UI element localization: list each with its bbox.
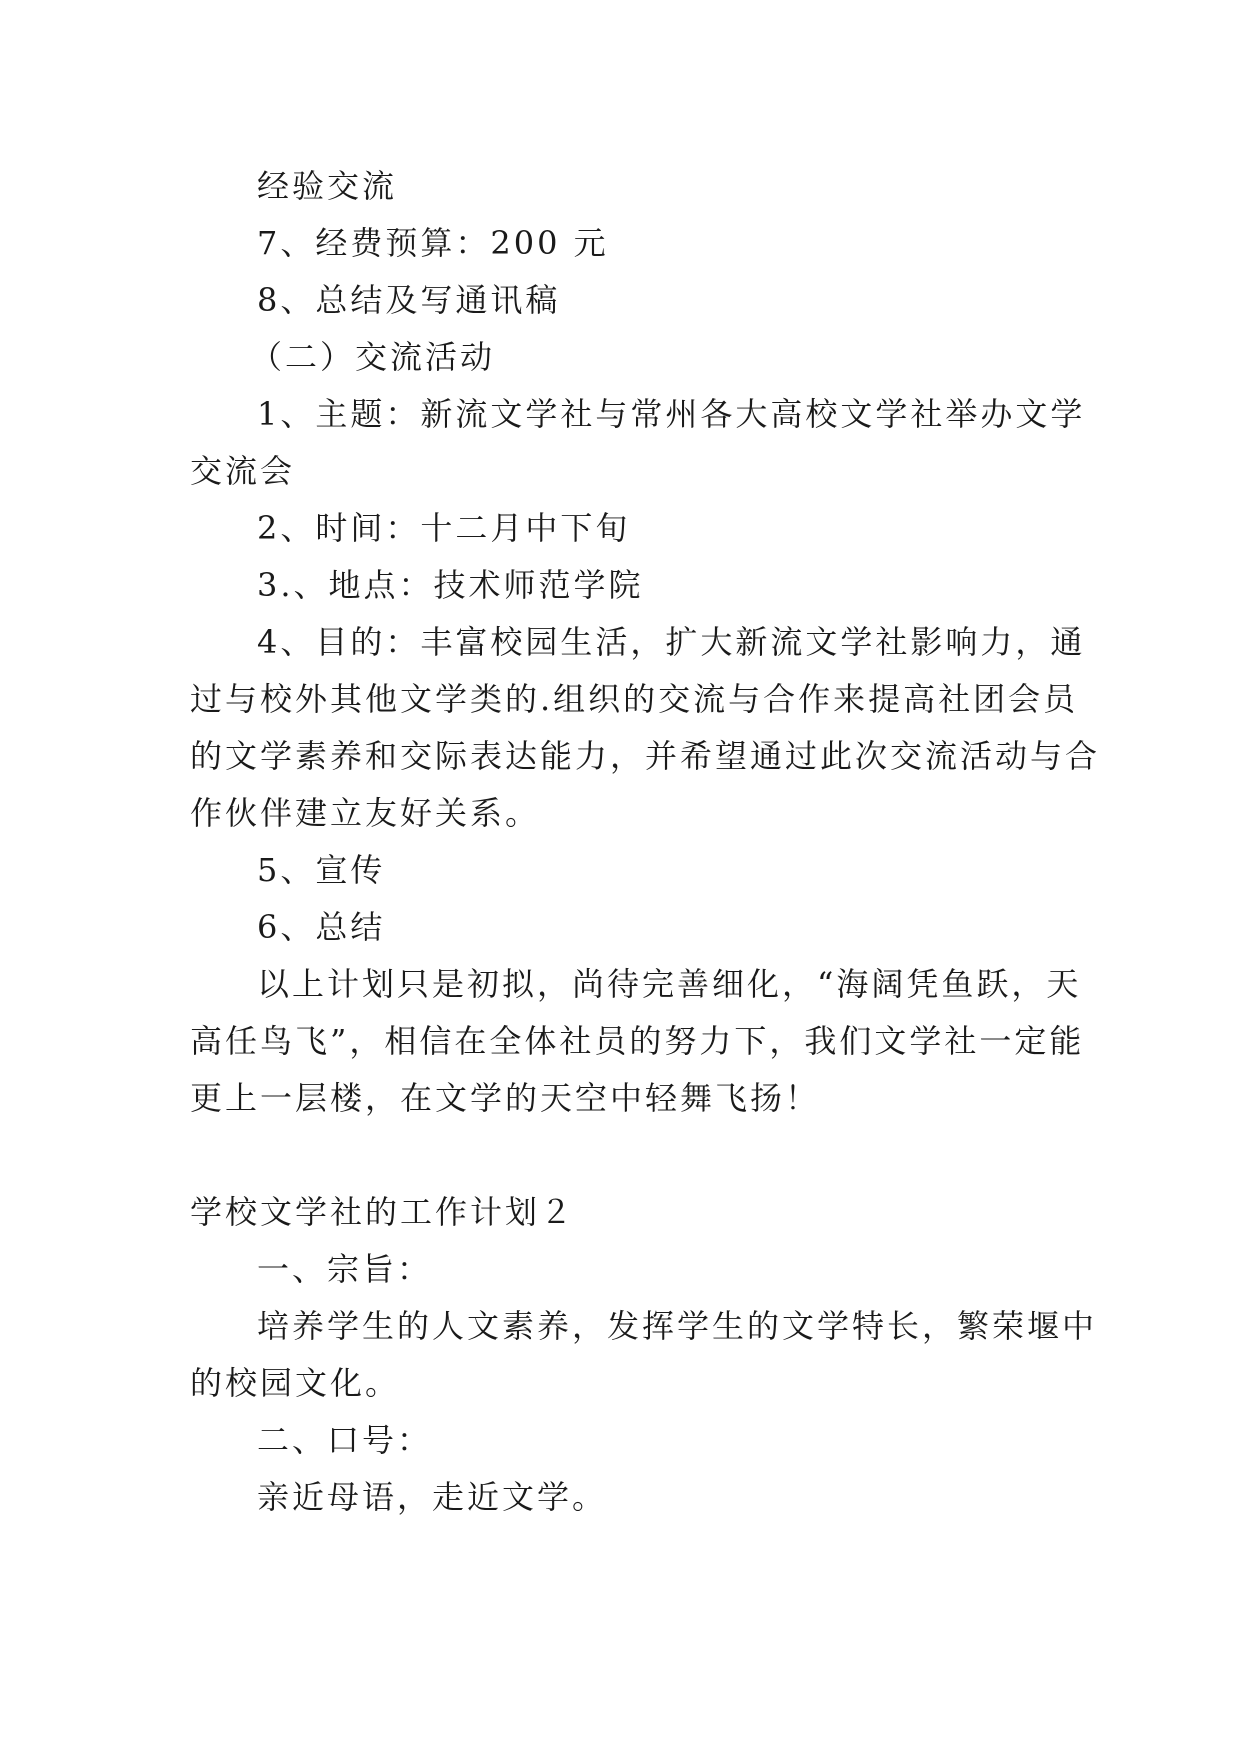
section-title-plan-2: 学校文学社的工作计划２ <box>190 1193 576 1231</box>
text-line-closing-cont-1: 高任鸟飞”，相信在全体社员的努力下，我们文学社一定能 <box>190 1022 1085 1060</box>
text-line-slogan-heading: 二、口号： <box>257 1421 433 1459</box>
text-line-budget: 7、经费预算：200 元 <box>257 224 609 262</box>
text-line-slogan-body: 亲近母语，走近文学。 <box>257 1478 608 1516</box>
text-line-publicity: 5、宣传 <box>257 851 386 889</box>
text-line-time: 2、时间：十二月中下旬 <box>257 509 631 547</box>
text-line-location: 3.、地点：技术师范学院 <box>257 566 644 604</box>
text-line-theme-cont: 交流会 <box>190 452 296 490</box>
text-line-purpose-body-cont: 的校园文化。 <box>190 1364 401 1402</box>
text-line-closing: 以上计划只是初拟，尚待完善细化，“海阔凭鱼跃，天 <box>257 965 1082 1003</box>
text-line-purpose-cont-1: 过与校外其他文学类的.组织的交流与合作来提高社团会员 <box>190 680 1079 718</box>
section-heading-exchange-activity: （二）交流活动 <box>250 338 496 376</box>
text-line-experience-exchange: 经验交流 <box>257 167 398 205</box>
text-line-purpose-body: 培养学生的人文素养，发挥学生的文学特长，繁荣堰中 <box>257 1307 1098 1345</box>
text-line-summary-report: 8、总结及写通讯稿 <box>257 281 561 319</box>
text-line-summary: 6、总结 <box>257 908 386 946</box>
text-line-purpose-cont-3: 作伙伴建立友好关系。 <box>190 794 541 832</box>
text-line-purpose-cont-2: 的文学素养和交际表达能力，并希望通过此次交流活动与合 <box>190 737 1101 775</box>
text-line-theme: 1、主题：新流文学社与常州各大高校文学社举办文学 <box>257 395 1086 433</box>
text-line-purpose-heading: 一、宗旨： <box>257 1250 433 1288</box>
text-line-closing-cont-2: 更上一层楼，在文学的天空中轻舞飞扬！ <box>190 1079 821 1117</box>
text-line-purpose: 4、目的：丰富校园生活，扩大新流文学社影响力，通 <box>257 623 1086 661</box>
